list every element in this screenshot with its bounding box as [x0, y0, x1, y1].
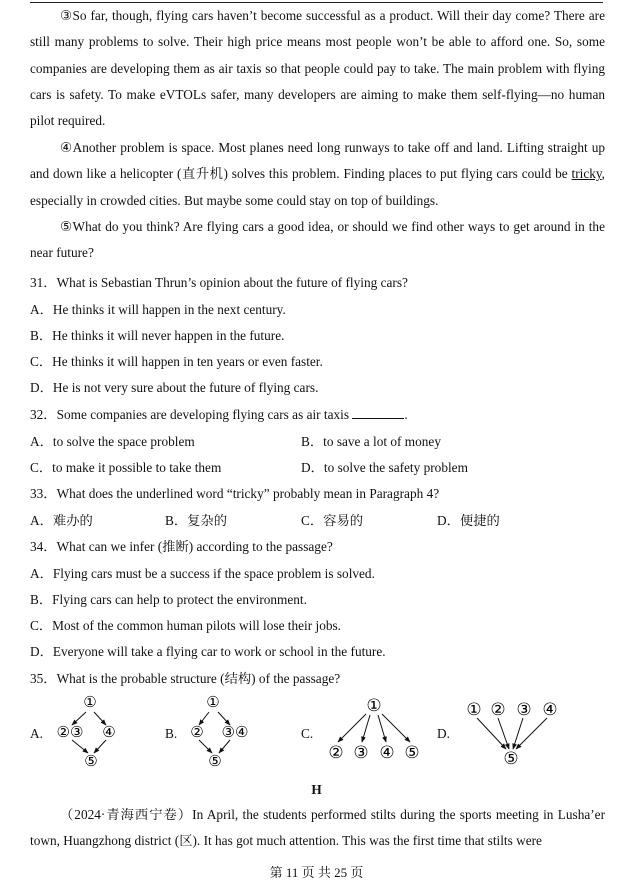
q32-option-d[interactable]: D．to solve the safety problem: [301, 460, 468, 475]
q33-option-c[interactable]: C．容易的: [301, 513, 364, 528]
q34-option-b[interactable]: B．Flying cars can help to protect the environment.: [30, 592, 307, 607]
diagram-c-node-4: ④: [379, 743, 395, 763]
section-h-paragraph: （2024·青海西宁卷）In April, the students performed stilts during the sports meeting in Lusha’er town, Huangzhong district (区). It has got much attention. This was the first time that stilts were: [30, 807, 605, 849]
diagram-d-node-1: ①: [466, 700, 482, 720]
diagram-a-top: ①: [83, 693, 97, 711]
q34-option-a[interactable]: A．Flying cars must be a success if the space problem is solved.: [30, 566, 375, 581]
diagram-b-top: ①: [206, 693, 220, 711]
q35-option-d-label[interactable]: D.: [437, 726, 450, 741]
diagram-a-right: ④: [102, 723, 116, 741]
q33-option-a[interactable]: A．难办的: [30, 513, 93, 528]
question-32-stem: [30, 404, 408, 423]
diagram-d-node-3: ③: [516, 700, 532, 720]
question-33-stem: 33．What does the underlined word “tricky” probably mean in Paragraph 4?: [30, 486, 440, 501]
underlined-word: tricky: [571, 166, 602, 182]
q34-option-c[interactable]: C．Most of the common human pilots will lose their jobs.: [30, 618, 341, 633]
q34-option-d[interactable]: D．Everyone will take a flying car to work or school in the future.: [30, 644, 386, 659]
diagram-c-node-5: ⑤: [404, 743, 420, 763]
question-31-stem: 31．What is Sebastian Thrun’s opinion about the future of flying cars?: [30, 275, 408, 290]
q35-option-b-label[interactable]: B.: [165, 726, 178, 741]
diagram-d-node-2: ②: [490, 700, 506, 720]
q32-stem-end: .: [404, 407, 408, 422]
diagram-b-left: ②: [190, 723, 204, 741]
q31-option-b[interactable]: B．He thinks it will never happen in the future.: [30, 328, 285, 343]
q31-option-a[interactable]: A．He thinks it will happen in the next century.: [30, 302, 286, 317]
q35-option-c-label[interactable]: C.: [301, 726, 314, 741]
diagram-c-node-2: ②: [328, 743, 344, 763]
diagram-c-node-3: ③: [353, 743, 369, 763]
q33-option-d[interactable]: D．便捷的: [437, 513, 500, 528]
diagram-a-bottom: ⑤: [84, 752, 98, 770]
diagram-d-node-4: ④: [542, 700, 558, 720]
section-heading: H: [311, 782, 322, 797]
paragraph-4-text: ④Another problem is space. Most planes need long runways to take off and land. Lifting straight up and down like a helicopter (直升机) solves this problem. Finding places to put flying cars could be: [30, 140, 605, 182]
diagram-b-right: ③④: [221, 723, 249, 741]
question-34-stem: 34．What can we infer (推断) according to the passage?: [30, 539, 333, 554]
q32-stem-text: 32．Some companies are developing flying cars as air taxis: [30, 407, 350, 422]
q32-option-c[interactable]: C．to make it possible to take them: [30, 460, 222, 475]
diagram-c-top: ①: [366, 696, 382, 716]
q31-option-c[interactable]: C．He thinks it will happen in ten years or even faster.: [30, 354, 323, 369]
paragraph-4-text-end: , especially in crowded cities. But maybe some could stay on top of buildings.: [30, 166, 605, 208]
page-footer: 第 11 页 共 25 页: [269, 865, 364, 880]
question-35-stem: 35．What is the probable structure (结构) of the passage?: [30, 671, 341, 686]
paragraph-3: ③So far, though, flying cars haven’t become successful as a product. Will their day come? There are still many problems to solve. Their high price means most people won’t be able to afford one. So, some companies are developing them as air taxis so that people could pay to take. The main problem with flying cars is safety. To make eVTOLs safer, many developers are aiming to make them self-flying—no human pilot required.: [30, 8, 605, 129]
diagram-d-bottom: ⑤: [503, 749, 519, 769]
diagram-b-bottom: ⑤: [208, 752, 222, 770]
q33-option-b[interactable]: B．复杂的: [165, 513, 228, 528]
structure-diagrams: [0, 690, 633, 770]
diagram-a-left: ②③: [56, 723, 84, 741]
q31-option-d[interactable]: D．He is not very sure about the future of flying cars.: [30, 380, 319, 395]
paragraph-4: [30, 135, 605, 214]
q32-option-a[interactable]: A．to solve the space problem: [30, 434, 195, 449]
q32-option-b[interactable]: B．to save a lot of money: [301, 434, 441, 449]
answer-blank: [352, 406, 404, 419]
q35-option-a-label[interactable]: A.: [30, 726, 43, 741]
paragraph-5: ⑤What do you think? Are flying cars a good idea, or should we find other ways to get around in the near future?: [30, 219, 605, 261]
